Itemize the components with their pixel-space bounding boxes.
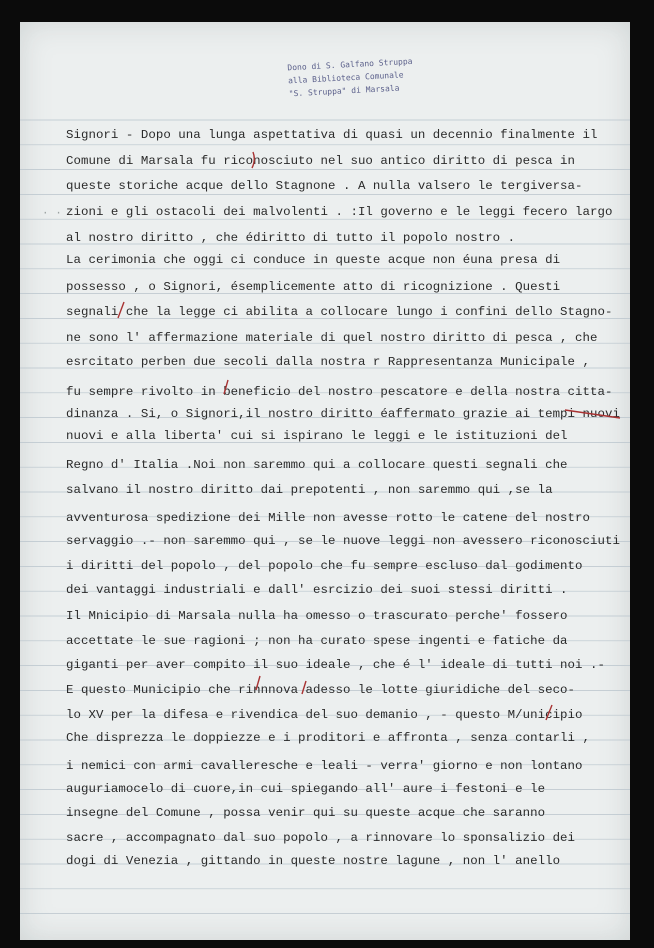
text-line: nuovi e alla liberta' cui si ispirano le leggi e le istituzioni del	[66, 429, 568, 443]
text-line: accettate le sue ragioni ; non ha curato spese ingenti e fatiche da	[66, 634, 568, 648]
text-line: al nostro diritto , che édiritto di tutto il popolo nostro .	[66, 231, 516, 245]
margin-mark: · ·	[42, 208, 62, 220]
correction-stroke	[565, 410, 620, 418]
text-line: esrcitato perben due secoli dalla nostra r Rappresentanza Municipale ,	[66, 355, 590, 369]
text-line: E questo Municipio che rinnnova adesso le lotte giuridiche del seco-	[66, 683, 576, 697]
text-line: Il Mnicipio di Marsala nulla ha omesso o trascurato perche' fossero	[66, 609, 568, 623]
text-line: auguriamocelo di cuore,in cui spiegando all' aure i festoni e le	[66, 782, 546, 796]
text-line: Signori - Dopo una lunga aspettativa di quasi un decennio finalmente il	[66, 128, 598, 142]
correction-stroke	[224, 380, 228, 394]
correction-stroke	[118, 302, 124, 318]
text-line: dinanza . Si, o Signori,il nostro diritto éaffermato grazie ai tempi nuovi	[66, 407, 620, 421]
text-line: La cerimonia che oggi ci conduce in queste acque non éuna presa di	[66, 253, 561, 267]
stamp-line: Dono di S. Galfano Struppa	[287, 56, 413, 73]
text-line: i diritti del popolo , del popolo che fu sempre escluso dal godimento	[66, 559, 583, 573]
text-line: queste storiche acque dello Stagnone . A nulla valsero le tergiversa-	[66, 179, 583, 193]
text-line: Comune di Marsala fu riconosciuto nel suo antico diritto di pesca in	[66, 154, 576, 168]
text-line: salvano il nostro diritto dai prepotenti , non saremmo qui ,se la	[66, 483, 553, 497]
correction-stroke	[546, 705, 552, 720]
stamp-line: "S. Struppa" di Marsala	[288, 83, 400, 99]
correction-stroke	[256, 676, 260, 690]
text-line: giganti per aver compito il suo ideale , che é l' ideale di tutti noi .-	[66, 658, 605, 672]
text-line: possesso , o Signori, ésemplicemente atto di ricognizione . Questi	[66, 280, 561, 294]
text-line: Regno d' Italia .Noi non saremmo qui a collocare questi segnali che	[66, 458, 568, 472]
document-page	[20, 22, 630, 940]
text-line: segnali che la legge ci abilita a collocare lungo i confini dello Stagno-	[66, 305, 613, 319]
text-line: fu sempre rivolto in beneficio del nostro pescatore e della nostra citta-	[66, 385, 613, 399]
text-line: dei vantaggi industriali e dall' esrcizio dei suoi stessi diritti .	[66, 583, 568, 597]
text-line: zioni e gli ostacoli dei malvolenti . :Il governo e le leggi fecero largo	[66, 205, 613, 219]
text-line: ne sono l' affermazione materiale di quel nostro diritto di pesca , che	[66, 331, 598, 345]
correction-stroke	[252, 152, 254, 168]
text-line: dogi di Venezia , gittando in queste nostre lagune , non l' anello	[66, 854, 561, 868]
text-line: avventurosa spedizione dei Mille non avesse rotto le catene del nostro	[66, 511, 590, 525]
text-line: Che disprezza le doppiezze e i proditori e affronta , senza contarli ,	[66, 731, 590, 745]
correction-stroke	[302, 681, 306, 694]
text-line: servaggio .- non saremmo qui , se le nuove leggi non avessero riconosciuti	[66, 534, 620, 548]
text-line: lo XV per la difesa e rivendica del suo demanio , - questo M/unicipio	[66, 708, 583, 722]
handwritten-corrections	[20, 22, 630, 940]
text-line: sacre , accompagnato dal suo popolo , a rinnovare lo sponsalizio dei	[66, 831, 576, 845]
stamp-line: alla Biblioteca Comunale	[287, 70, 404, 86]
text-line: i nemici con armi cavalleresche e leali - verra' giorno e non lontano	[66, 759, 583, 773]
text-line: insegne del Comune , possa venir qui su queste acque che saranno	[66, 806, 546, 820]
